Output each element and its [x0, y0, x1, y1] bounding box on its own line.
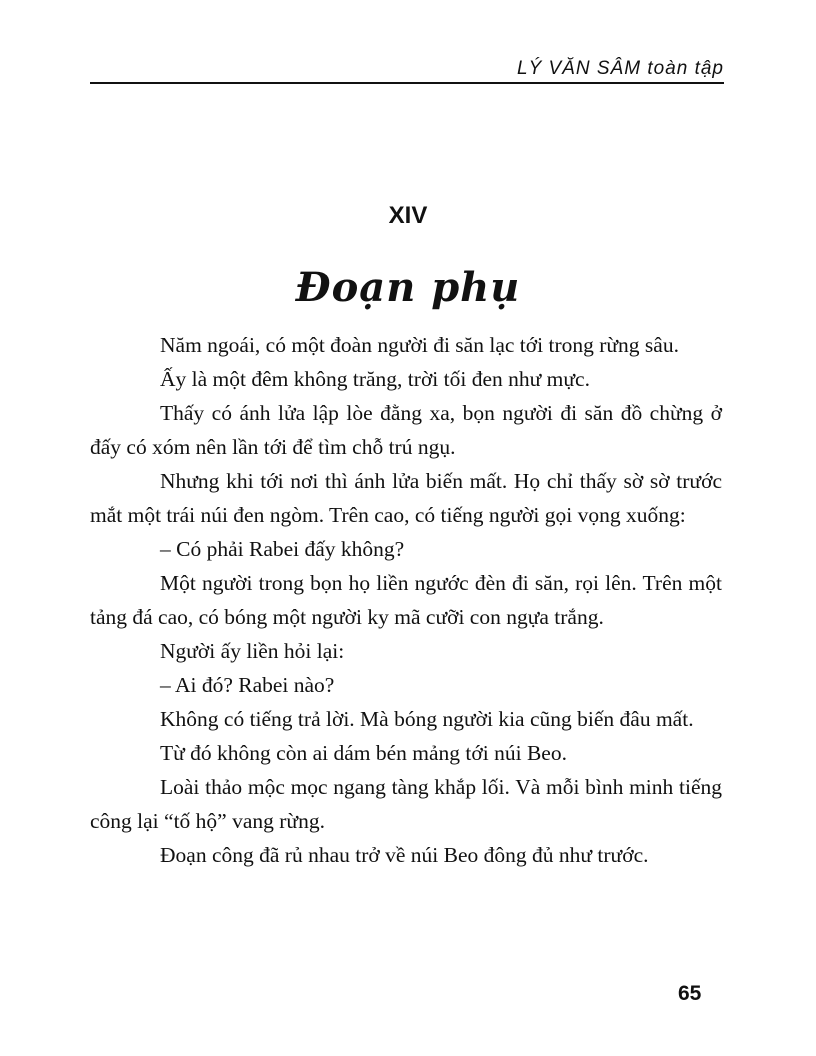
paragraph: Người ấy liền hỏi lại: [160, 639, 345, 663]
paragraph: – Có phải Rabei đấy không? [160, 537, 405, 561]
paragraph: Thấy có ánh lửa lập lòe đằng xa, bọn người đi săn đồ chừng ở đấy có xóm nên lần tới để tìm chỗ trú ngụ. [90, 401, 722, 459]
paragraph: Từ đó không còn ai dám bén mảng tới núi Beo. [160, 741, 567, 765]
running-head: LÝ VĂN SÂM toàn tập [517, 58, 724, 79]
paragraph: Một người trong bọn họ liền ngước đèn đi săn, rọi lên. Trên một tảng đá cao, có bóng một người ky mã cưỡi con ngựa trắng. [90, 571, 722, 629]
paragraph: – Ai đó? Rabei nào? [160, 673, 335, 697]
paragraph: Đoạn công đã rủ nhau trở về núi Beo đông đủ như trước. [160, 843, 649, 867]
paragraph: Loài thảo mộc mọc ngang tàng khắp lối. Và mỗi bình minh tiếng công lại “tố hộ” vang rừng. [90, 775, 722, 833]
header-rule [90, 82, 724, 84]
page-number: 65 [678, 982, 702, 1005]
paragraph: Không có tiếng trả lời. Mà bóng người kia cũng biến đâu mất. [160, 707, 694, 731]
paragraph: Nhưng khi tới nơi thì ánh lửa biến mất. Họ chỉ thấy sờ sờ trước mắt một trái núi đen ngòm. Trên cao, có tiếng người gọi vọng xuống: [90, 469, 722, 527]
body-text [90, 328, 722, 872]
paragraph: Năm ngoái, có một đoàn người đi săn lạc tới trong rừng sâu. [160, 333, 679, 357]
paragraph: Ấy là một đêm không trăng, trời tối đen như mực. [160, 367, 590, 391]
chapter-title: Đoạn phụ [295, 264, 521, 311]
chapter-number: XIV [388, 202, 428, 229]
